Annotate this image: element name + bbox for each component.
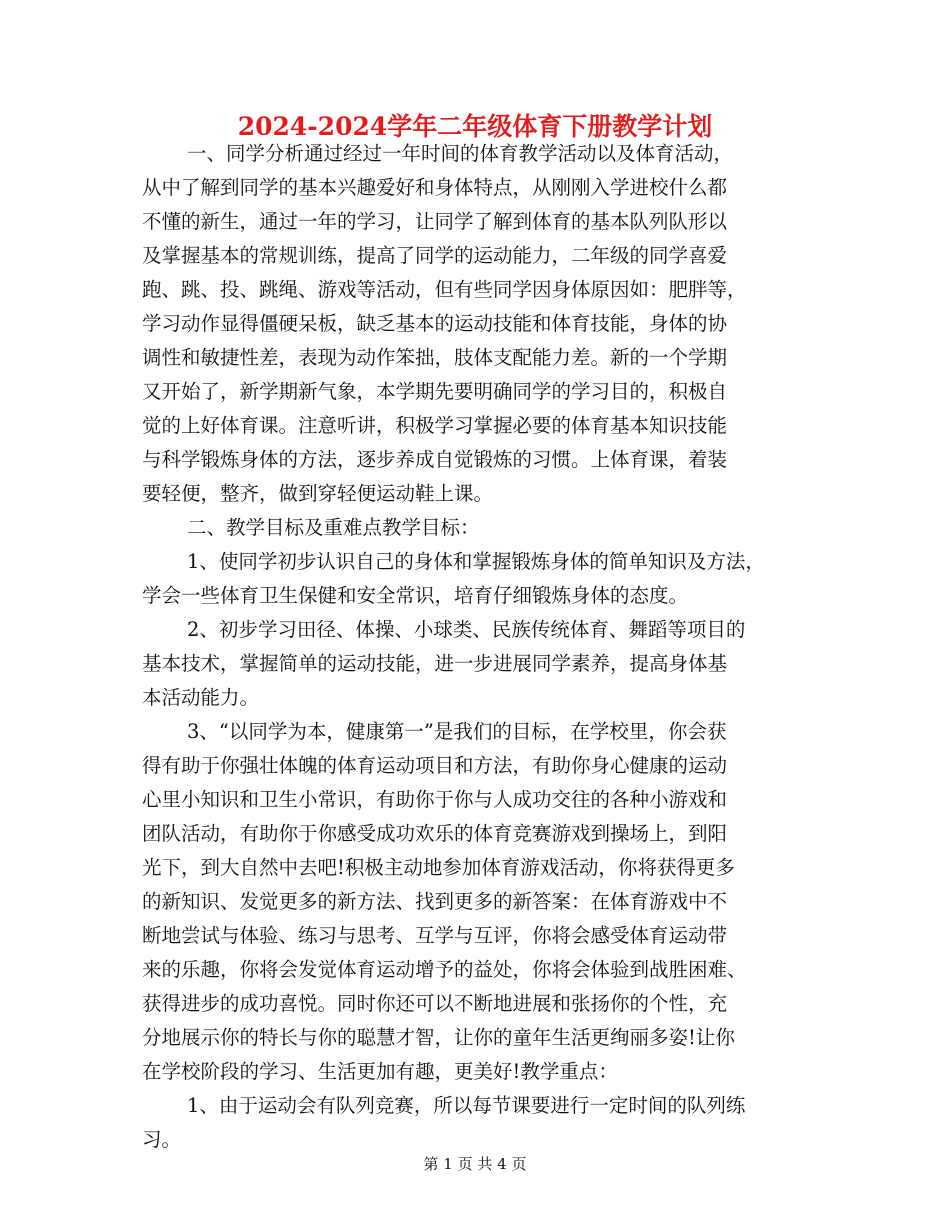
document-body — [142, 137, 812, 1157]
text-line: 本活动能力。 — [142, 686, 260, 709]
text-line: 及掌握基本的常规训练，提高了同学的运动能力，二年级的同学喜爱 — [142, 244, 728, 267]
text-line: 光下，到大自然中去吧!积极主动地参加体育游戏活动，你将获得更多 — [142, 856, 735, 879]
text-line: 不懂的新生，通过一年的学习，让同学了解到体育的基本队列队形以 — [142, 210, 728, 233]
text-line: 得有助于你强壮体魄的体育运动项目和方法，有助你身心健康的运动 — [142, 754, 728, 777]
text-line: 3、“以同学为本，健康第一”是我们的目标，在学校里，你会获 — [187, 720, 727, 743]
text-line: 学习动作显得僵硬呆板，缺乏基本的运动技能和体育技能，身体的协 — [142, 312, 728, 335]
text-line: 断地尝试与体验、练习与思考、互学与互评，你将会感受体育运动带 — [142, 924, 728, 947]
text-line: 2、初步学习田径、体操、小球类、民族传统体育、舞蹈等项目的 — [187, 618, 746, 641]
text-line: 调性和敏捷性差，表现为动作笨拙，肢体支配能力差。新的一个学期 — [142, 346, 728, 369]
text-line: 1、由于运动会有队列竞赛，所以每节课要进行一定时间的队列练 — [187, 1094, 746, 1117]
text-line: 分地展示你的特长与你的聪慧才智，让你的童年生活更绚丽多姿!让你 — [142, 1026, 735, 1049]
text-line: 要轻便，整齐，做到穿轻便运动鞋上课。 — [142, 482, 494, 505]
text-line: 心里小知识和卫生小常识，有助你于你与人成功交往的各种小游戏和 — [142, 788, 728, 811]
text-line: 1、使同学初步认识自己的身体和掌握锻炼身体的简单知识及方法， — [187, 550, 765, 573]
text-line: 又开始了，新学期新气象，本学期先要明确同学的学习目的，积极自 — [142, 380, 728, 403]
text-line: 习。 — [142, 1128, 182, 1151]
text-line: 跑、跳、投、跳绳、游戏等活动，但有些同学因身体原因如：肥胖等， — [142, 278, 747, 301]
text-line: 一、同学分析通过经过一年时间的体育教学活动以及体育活动， — [187, 142, 734, 165]
page-footer: 第 1 页 共 4 页 — [423, 1155, 527, 1173]
section-heading: 二、教学目标及重难点教学目标： — [187, 516, 480, 539]
text-line: 获得进步的成功喜悦。同时你还可以不断地进展和张扬你的个性，充 — [142, 992, 728, 1015]
text-line: 来的乐趣，你将会发觉体育运动增予的益处，你将会体验到战胜困难、 — [142, 958, 747, 981]
document-title: 2024-2024学年二年级体育下册教学计划 — [237, 112, 713, 141]
text-line: 从中了解到同学的基本兴趣爱好和身体特点，从刚刚入学进校什么都 — [142, 176, 728, 199]
text-line: 基本技术，掌握简单的运动技能，进一步进展同学素养，提高身体基 — [142, 652, 728, 675]
text-line: 团队活动，有助你于你感受成功欢乐的体育竞赛游戏到操场上，到阳 — [142, 822, 728, 845]
text-line: 觉的上好体育课。注意听讲，积极学习掌握必要的体育基本知识技能 — [142, 414, 728, 437]
text-line: 与科学锻炼身体的方法，逐步养成自觉锻炼的习惯。上体育课，着装 — [142, 448, 728, 471]
text-line: 的新知识、发觉更多的新方法、找到更多的新答案：在体育游戏中不 — [142, 890, 728, 913]
text-line: 学会一些体育卫生保健和安全常识，培育仔细锻炼身体的态度。 — [142, 584, 689, 607]
text-line: 在学校阶段的学习、生活更加有趣，更美好!教学重点： — [142, 1060, 618, 1083]
